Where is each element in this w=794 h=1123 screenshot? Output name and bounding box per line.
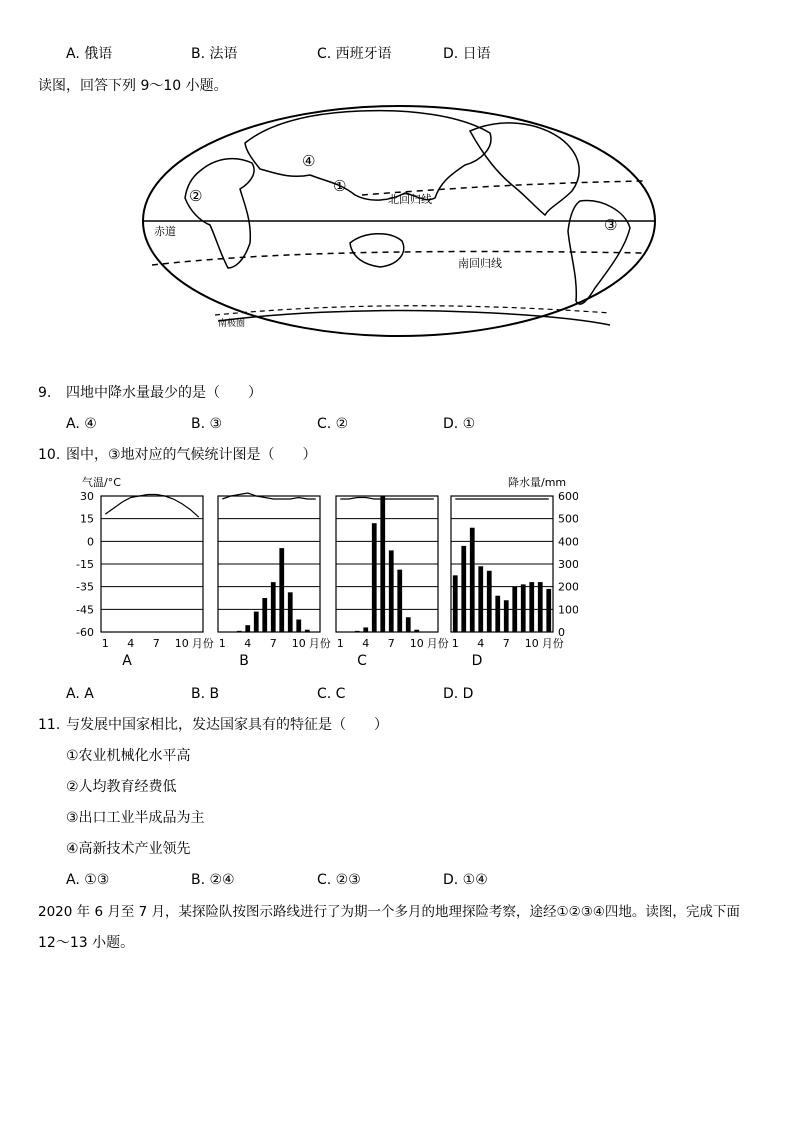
x-tick: 7 bbox=[502, 637, 510, 650]
right-axis-label: 降水量/mm bbox=[508, 476, 567, 489]
precip-bar bbox=[262, 598, 267, 632]
right-tick: 0 bbox=[558, 626, 565, 639]
intro-12-13-line2: 12～13 小题。 bbox=[38, 935, 135, 951]
right-tick: 300 bbox=[558, 558, 578, 571]
precip-bar bbox=[538, 582, 543, 632]
precip-bar bbox=[529, 582, 534, 632]
q11-stem: 与发展中国家相比，发达国家具有的特征是（ ） bbox=[66, 717, 388, 733]
climate-charts bbox=[66, 474, 578, 674]
x-tick: 4 bbox=[362, 637, 370, 650]
right-tick: 600 bbox=[558, 490, 578, 503]
marker-1: ① bbox=[333, 177, 347, 195]
q10-stem: 图中，③地对应的气候统计图是（ ） bbox=[66, 447, 317, 463]
intro-12-13-line1: 2020 年 6 月至 7 月，某探险队按图示路线进行了为期一个多月的地理探险考察，途经①②③④四地。读图，完成下面 bbox=[38, 904, 740, 920]
q11-number: 11. bbox=[38, 717, 61, 733]
q10-option-c: C. C bbox=[317, 686, 346, 702]
north-america-shape bbox=[470, 123, 579, 215]
q8-option-d: D. 日语 bbox=[443, 46, 491, 62]
temperature-line bbox=[340, 498, 434, 500]
x-tick: 1 bbox=[451, 637, 459, 650]
x-tick: 7 bbox=[269, 637, 277, 650]
precip-bar bbox=[504, 600, 509, 632]
africa-shape bbox=[185, 159, 254, 268]
eurasia-shape bbox=[245, 111, 491, 200]
precip-bar bbox=[355, 631, 360, 632]
q11-item-4: ④高新技术产业领先 bbox=[66, 841, 191, 857]
panel-label: B bbox=[239, 653, 249, 669]
precip-bar bbox=[288, 592, 293, 632]
q10-option-a: A. A bbox=[66, 686, 94, 702]
q9-option-c: C. ② bbox=[317, 416, 349, 432]
marker-2: ② bbox=[189, 187, 203, 205]
precip-bar bbox=[414, 630, 419, 632]
x-tick: 1 bbox=[218, 637, 226, 650]
left-tick: -35 bbox=[76, 580, 94, 594]
q8-option-a: A. 俄语 bbox=[66, 46, 113, 62]
x-tick: 7 bbox=[152, 637, 160, 650]
q9-stem: 四地中降水量最少的是（ ） bbox=[66, 385, 262, 401]
q11-option-c: C. ②③ bbox=[317, 872, 361, 888]
panel-label: C bbox=[357, 653, 367, 669]
marker-4: ④ bbox=[302, 152, 316, 170]
precip-bar bbox=[478, 566, 483, 632]
precip-bar bbox=[271, 582, 276, 632]
panel-label: D bbox=[471, 653, 483, 669]
precip-bar bbox=[470, 528, 475, 632]
right-tick: 100 bbox=[558, 603, 578, 617]
precip-bar bbox=[245, 625, 250, 632]
q9-option-a: A. ④ bbox=[66, 416, 97, 432]
climate-chart-svg bbox=[66, 474, 578, 674]
precip-bar bbox=[487, 571, 492, 632]
label-tropic-capricorn: 南回归线 bbox=[458, 257, 502, 270]
q11-item-2: ②人均教育经费低 bbox=[66, 779, 177, 795]
precip-bar bbox=[461, 546, 466, 632]
precip-bar bbox=[495, 596, 500, 632]
q10-option-d: D. D bbox=[443, 686, 474, 702]
precip-bar bbox=[512, 587, 517, 632]
right-tick: 200 bbox=[558, 580, 578, 594]
precip-bar bbox=[254, 612, 259, 632]
q10-number: 10. bbox=[38, 447, 61, 463]
label-equator: 赤道 bbox=[154, 225, 176, 238]
precip-bar bbox=[406, 617, 411, 632]
q9-option-b: B. ③ bbox=[191, 416, 223, 432]
left-tick: 15 bbox=[80, 512, 94, 526]
left-tick: -45 bbox=[76, 603, 94, 617]
x-unit: 月份 bbox=[191, 637, 214, 650]
south-america-shape bbox=[568, 201, 630, 305]
precip-bar bbox=[380, 496, 385, 632]
precip-bar bbox=[363, 627, 368, 632]
panel-label: A bbox=[122, 653, 132, 669]
precip-bar bbox=[305, 630, 310, 632]
left-axis-label: 气温/°C bbox=[82, 476, 121, 489]
precip-bar bbox=[546, 589, 551, 632]
x-tick: 10 bbox=[174, 637, 189, 650]
australia-shape bbox=[350, 234, 404, 267]
precip-bar bbox=[389, 550, 394, 632]
left-tick: -15 bbox=[76, 558, 94, 571]
q11-item-3: ③出口工业半成品为主 bbox=[66, 810, 205, 826]
q10-option-b: B. B bbox=[191, 686, 220, 702]
right-tick: 500 bbox=[558, 512, 578, 526]
left-tick: 0 bbox=[87, 535, 94, 549]
precip-bar bbox=[397, 570, 402, 632]
marker-3: ③ bbox=[604, 216, 618, 234]
x-unit: 月份 bbox=[541, 637, 564, 650]
left-tick: 30 bbox=[80, 490, 94, 503]
precip-bar bbox=[279, 548, 284, 632]
label-tropic-cancer: 北回归线 bbox=[388, 193, 432, 206]
right-tick: 400 bbox=[558, 535, 578, 549]
x-unit: 月份 bbox=[426, 637, 449, 650]
x-tick: 1 bbox=[336, 637, 344, 650]
temperature-line bbox=[105, 495, 199, 518]
q9-number: 9. bbox=[38, 385, 52, 401]
label-antarctic-circle: 南极圈 bbox=[218, 319, 246, 329]
x-tick: 7 bbox=[387, 637, 395, 650]
precip-bar bbox=[372, 523, 377, 632]
x-tick: 10 bbox=[409, 637, 424, 650]
x-tick: 4 bbox=[127, 637, 135, 650]
x-tick: 10 bbox=[524, 637, 539, 650]
x-tick: 4 bbox=[477, 637, 485, 650]
world-map bbox=[140, 103, 658, 340]
q9-option-d: D. ① bbox=[443, 416, 476, 432]
q11-option-b: B. ②④ bbox=[191, 872, 235, 888]
intro-9-10: 读图，回答下列 9～10 小题。 bbox=[38, 78, 228, 94]
x-tick: 10 bbox=[291, 637, 306, 650]
x-tick: 4 bbox=[244, 637, 252, 650]
q11-option-d: D. ①④ bbox=[443, 872, 488, 888]
left-tick: -60 bbox=[76, 626, 94, 639]
precip-bar bbox=[521, 584, 526, 632]
q11-option-a: A. ①③ bbox=[66, 872, 110, 888]
precip-bar bbox=[296, 620, 301, 632]
q8-option-c: C. 西班牙语 bbox=[317, 46, 392, 62]
x-tick: 1 bbox=[101, 637, 109, 650]
x-unit: 月份 bbox=[308, 637, 331, 650]
world-map-svg bbox=[140, 103, 658, 340]
q11-item-1: ①农业机械化水平高 bbox=[66, 748, 191, 764]
precip-bar bbox=[237, 631, 242, 632]
q8-option-b: B. 法语 bbox=[191, 46, 238, 62]
precip-bar bbox=[453, 575, 458, 632]
